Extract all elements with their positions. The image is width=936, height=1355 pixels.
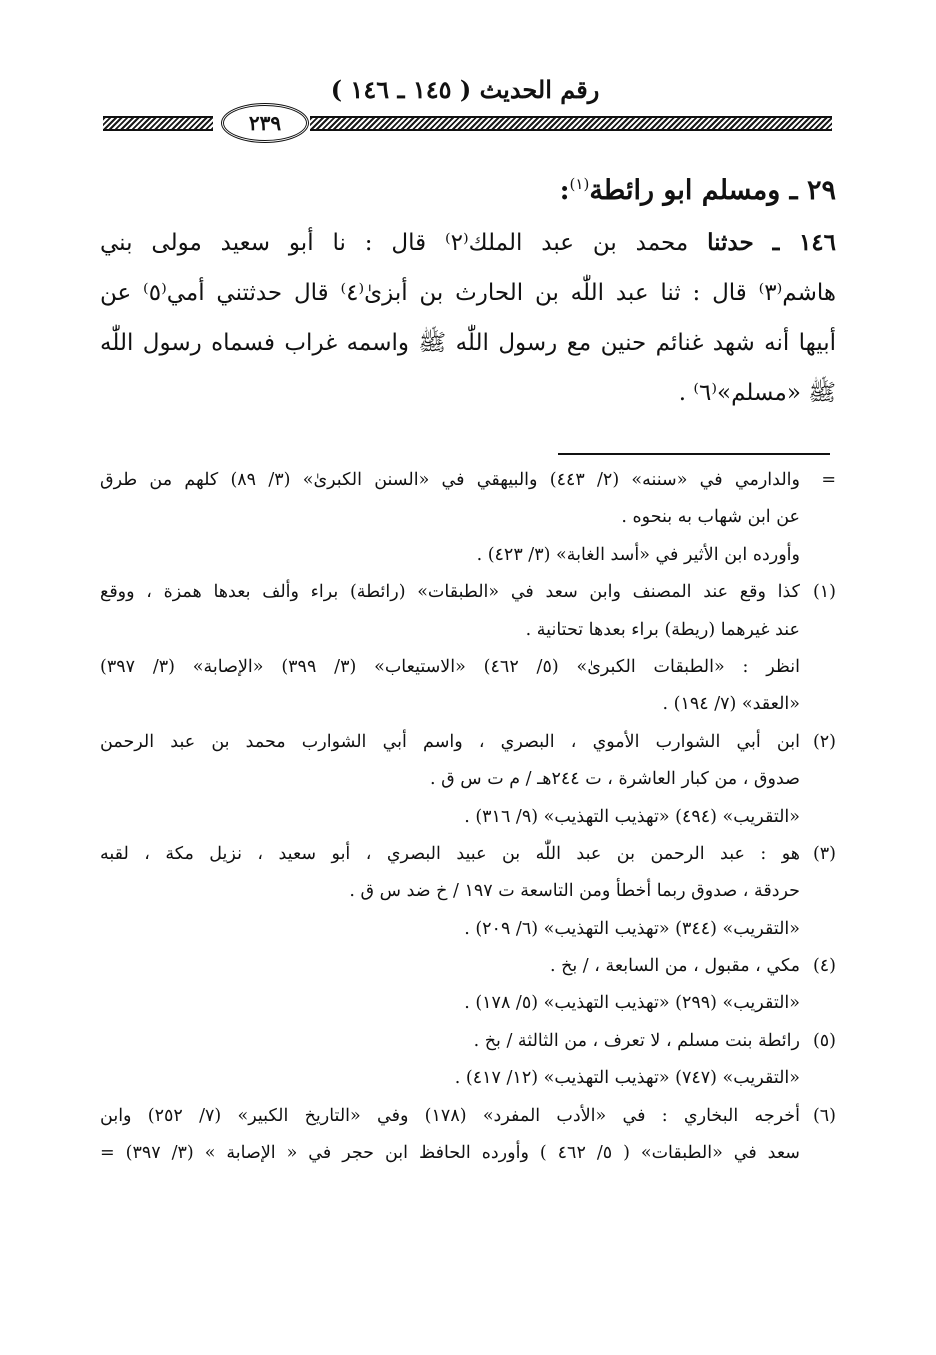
footnote-reference: (١) (569, 175, 590, 193)
hadith-opening-word: حدثنا (707, 229, 754, 256)
footnote-line: «التقريب» (٧٤٧) «تهذيب التهذيب» (١٢/ ٤١٧) . (454, 1068, 800, 1089)
footnote-line: عن ابن شهاب به بنحوه . (621, 507, 800, 528)
hadith-line-text: محمد بن عبد الملك⁽٢⁾ قال : نا أبو سعيد مولى بني (100, 230, 708, 256)
footnote-line: «العقد» (٧/ ١٩٤) . (662, 694, 800, 715)
footnote-divider (558, 453, 830, 455)
footnote-line: «التقريب» (٣٤٤) «تهذيب التهذيب» (٦/ ٢٠٩) . (464, 918, 800, 939)
hadith-line: ﷺ «مسلم»⁽٦⁾ . (678, 380, 836, 406)
section-heading (276, 162, 836, 206)
header-rule-left (103, 116, 213, 131)
footnote-line: (٣)هو : عبد الرحمن بن عبد اللّٰه بن عبيد البصري ، أبو سعيد ، نزيل مكة ، لقبه (100, 836, 836, 873)
footnote-line: =والدارمي في «سننه» (٢/ ٤٤٣) والبيهقي في «السنن الكبرىٰ» (٣/ ٨٩) كلهم من طرق (100, 462, 836, 499)
hadith-line: هاشم⁽٣⁾ قال : ثنا عبد اللّٰه بن الحارث بن أبزىٰ⁽٤⁾ قال حدثتني أمي⁽٥⁾ عن (100, 280, 836, 306)
footnote-line: سعد في «الطبقات» ( ٥/ ٤٦٢ ) وأورده الحافظ ابن حجر في « الإصابة » (٣/ ٣٩٧) = (100, 1143, 800, 1164)
footnote-line: (٤)مكي ، مقبول ، من السابعة ، / بخ . (100, 948, 836, 985)
footnote-line: انظر : «الطبقات الكبرىٰ» (٥/ ٤٦٢) «الاستيعاب» (٣/ ٣٩٩) «الإصابة» (٣/ ٣٩٧) (100, 656, 800, 677)
running-title: رقم الحديث ( ١٤٥ ـ ١٤٦ ) (330, 75, 600, 104)
footnote-marker: (٥) (812, 1030, 836, 1051)
footnote-line: (١)كذا وقع عند المصنف وابن سعد في «الطبقات» (رائطة) براء وألف بعدها همزة ، ووقع (100, 574, 836, 611)
footnote-line: (٥)رائطة بنت مسلم ، لا تعرف ، من الثالثة / بخ . (100, 1023, 836, 1060)
footnote-line: (٢)ابن أبي الشوارب الأموي ، البصري ، واسم أبي الشوارب محمد بن عبد الرحمن (100, 724, 836, 761)
footnote-line: حردقة ، صدوق ربما أخطأ ومن التاسعة ت ١٩٧ / خ ضد س ق . (349, 881, 800, 902)
header-rule-right (310, 116, 832, 131)
hadith-number: ١٤٦ ـ (772, 229, 836, 256)
footnote-line: وأورده ابن الأثير في «أسد الغابة» (٣/ ٤٢٣) . (476, 544, 800, 565)
footnote-marker: (١) (812, 582, 836, 603)
section-heading-text: ٢٩ ـ ومسلم ابو رائطة (589, 175, 836, 206)
footnote-marker: (٣) (812, 843, 836, 864)
footnotes (100, 462, 836, 1172)
footnote-line: «التقريب» (٢٩٩) «تهذيب التهذيب» (٥/ ١٧٨) . (464, 993, 800, 1014)
section-heading-colon: : (559, 175, 570, 206)
footnote-line: صدوق ، من كبار العاشرة ، ت ٢٤٤هـ / م ت س ق . (430, 769, 800, 790)
hadith-text (100, 218, 836, 418)
footnote-marker: (٤) (812, 956, 836, 977)
hadith-line: أبيها أنه شهد غنائم حنين مع رسول اللّٰه ﷺ واسمه غراب فسماه رسول اللّٰه (100, 330, 836, 356)
footnote-marker: = (821, 470, 836, 490)
hadith-line (100, 218, 836, 268)
footnote-line: عند غيرهما (ريطة) براء بعدها تحتانية . (525, 619, 800, 640)
footnote-marker: (٦) (812, 1105, 836, 1126)
footnote-marker: (٢) (812, 731, 836, 752)
footnote-line: (٦)أخرجه البخاري : في «الأدب المفرد» (١٧٨) وفي «التاريخ الكبير» (٧/ ٢٥٢) وابن (100, 1098, 836, 1135)
page-number-badge: ٢٣٩ (221, 103, 309, 143)
footnote-line: «التقريب» (٤٩٤) «تهذيب التهذيب» (٩/ ٣١٦) . (464, 806, 800, 827)
